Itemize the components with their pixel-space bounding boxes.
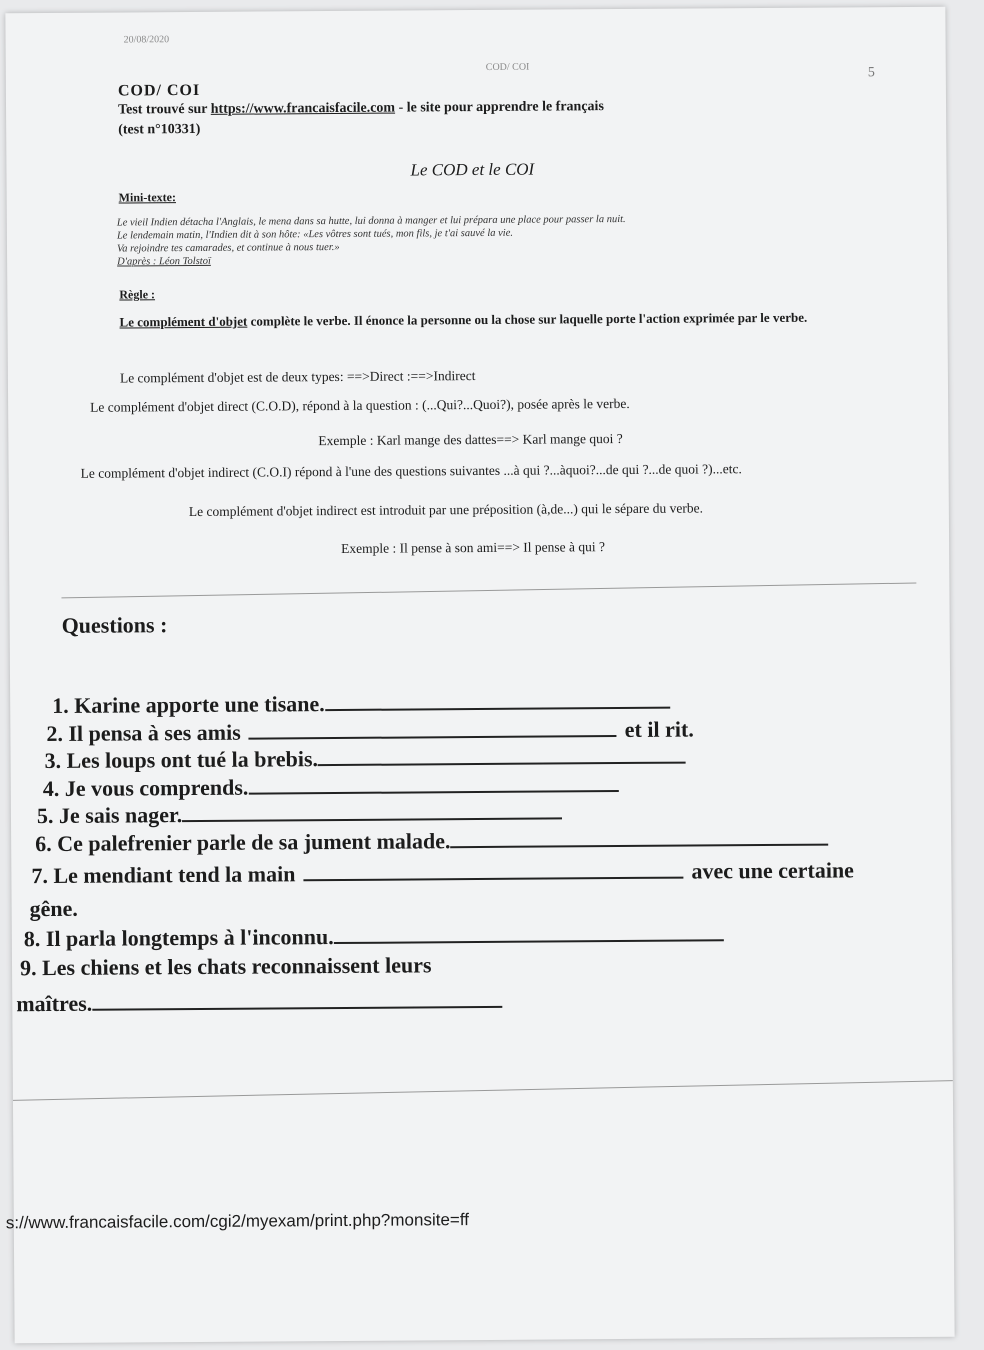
mini-texte-label: Mini-texte:: [118, 190, 177, 205]
test-number: (test n°10331): [118, 121, 201, 138]
answer-blank-8[interactable]: [334, 938, 724, 944]
answer-blank-7[interactable]: [303, 876, 683, 882]
test-prefix: Test trouvé sur: [117, 101, 211, 118]
corner-mark: 5: [867, 65, 875, 81]
question-8: [24, 921, 724, 952]
question-9-text: 9. Les chiens et les chats reconnaissent leurs: [19, 952, 432, 981]
section-divider: [61, 582, 916, 598]
regle-definition: [119, 309, 839, 329]
answer-blank-4[interactable]: [248, 789, 618, 795]
header-center-label: COD/ COI: [485, 61, 530, 73]
question-3: [44, 744, 686, 774]
question-2: [46, 717, 694, 748]
bottom-divider: [13, 1080, 953, 1101]
regle-definition-rest: complète le verbe. Il énonce la personne ou la chose sur laquelle porte l'action exprimée par le verbe.: [247, 309, 808, 329]
doc-title: COD/ COI: [117, 81, 201, 100]
question-4-text: 4. Je vous comprends.: [42, 774, 249, 802]
question-5-text: 5. Je sais nager.: [36, 802, 183, 829]
question-1-text: 1. Karine apporte une tisane.: [52, 691, 325, 718]
answer-blank-3[interactable]: [318, 761, 686, 767]
test-source-line: [118, 99, 604, 118]
question-7-end: avec une certaine: [691, 857, 854, 884]
question-3-text: 3. Les loups ont tué la brebis.: [44, 746, 319, 774]
answer-blank-6[interactable]: [450, 843, 828, 849]
source-link[interactable]: https://www.francaisfacile.com: [210, 100, 396, 117]
question-4: [43, 772, 619, 802]
question-2-end: et il rit.: [624, 716, 694, 742]
questions-title: Questions :: [61, 612, 168, 638]
mini-texte-line-2: Le lendemain matin, l'Indien dit à son hôte: «Les vôtres sont tués, mon fils, je t'ai sauvé la vie.: [116, 227, 514, 242]
footer-url: s://www.francaisfacile.com/cgi2/myexam/print.php?monsite=ff: [5, 1210, 470, 1233]
question-8-text: 8. Il parla longtemps à l'inconnu.: [23, 924, 334, 952]
answer-blank-9[interactable]: [92, 1005, 502, 1011]
answer-blank-2[interactable]: [249, 734, 617, 740]
header-date: 20/08/2020: [123, 34, 170, 46]
answer-blank-1[interactable]: [325, 706, 670, 711]
test-suffix: - le site pour apprendre le français: [395, 99, 604, 116]
regle-definition-term: Le complément d'objet: [119, 313, 248, 330]
main-title: Le COD et le COI: [410, 159, 535, 180]
regle-label: Règle :: [119, 287, 156, 302]
question-9-end: maîtres.: [16, 990, 93, 1017]
regle-coi: Le complément d'objet indirect (C.O.I) répond à l'une des questions suivantes ...à qui ?...àquoi?...de qui ?...de quoi ?)...etc.: [80, 461, 742, 481]
question-7: [31, 857, 854, 889]
regle-example-2: Exemple : Il pense à son ami==> Il pense à qui ?: [341, 539, 606, 556]
question-7-continued: gêne.: [29, 895, 78, 922]
mini-texte-line-3: Va rejoindre tes camarades, et continue à nous tuer.»: [116, 241, 340, 255]
mini-texte-author: D'après : Léon Tolstoï: [117, 255, 211, 268]
question-2-text: 2. Il pensa à ses amis: [46, 719, 241, 747]
question-7-text: 7. Le mendiant tend la main: [31, 861, 296, 889]
question-6-text: 6. Ce palefrenier parle de sa jument malade.: [35, 828, 451, 857]
worksheet-page: [5, 7, 954, 1344]
regle-types: Le complément d'objet est de deux types: ==>Direct :==>Indirect: [119, 368, 476, 386]
question-5: [37, 799, 562, 829]
question-1: [52, 689, 670, 719]
answer-blank-5[interactable]: [182, 816, 562, 822]
mini-texte-line-1: Le vieil Indien détacha l'Anglais, le mena dans sa hutte, lui donna à manger et lui prépara une place pour passer la nuit.: [116, 213, 626, 229]
question-9-continued: [16, 988, 502, 1017]
question-6: [35, 826, 828, 858]
regle-example-1: Exemple : Karl mange des dattes==> Karl mange quoi ?: [318, 430, 623, 449]
regle-coi-2: Le complément d'objet indirect est introduit par une préposition (à,de...) qui le sépare du verbe.: [188, 500, 704, 520]
regle-cod: Le complément d'objet direct (C.O.D), répond à la question : (...Qui?...Quoi?), posée après le verbe.: [90, 395, 630, 415]
